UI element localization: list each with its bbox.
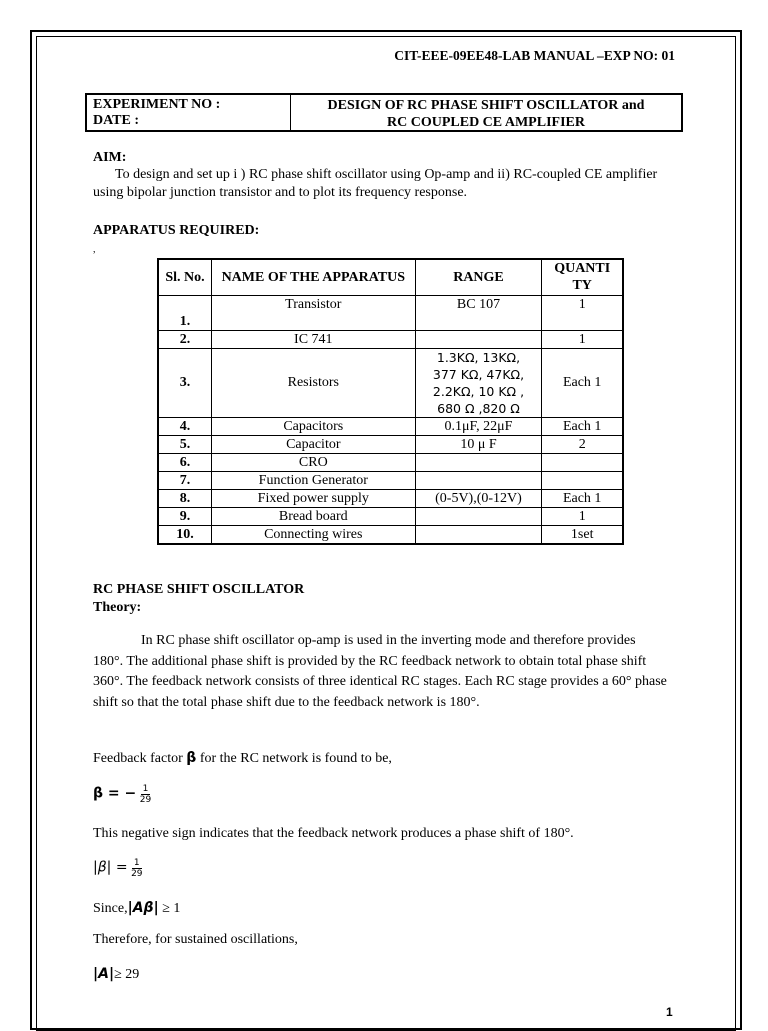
manual-reference: CIT-EEE-09EE48-LAB MANUAL –EXP NO: 01 [394,48,675,63]
since-line: Since,|Aβ| ≥ 1 [93,900,181,916]
experiment-meta [87,95,291,130]
aim-heading: AIM: [93,150,127,165]
table-header-row [158,259,623,295]
date-label: DATE : [93,113,140,128]
header-sl: Sl. No. [158,259,212,295]
table-row: 6. CRO [158,453,623,471]
table-row: 1. Transistor BC 107 1 [158,295,623,330]
section-title: RC PHASE SHIFT OSCILLATOR [93,582,305,597]
apparatus-table [157,258,624,545]
experiment-box [85,93,683,132]
table-row: 9. Bread board 1 [158,507,623,525]
stray-mark: , [93,244,96,255]
table-row: 4. Capacitors 0.1μF, 22μF Each 1 [158,417,623,435]
fraction: $\frac{1}{29}$ [139,784,152,805]
equation-abs-beta: |β| = $\frac{1}{29}$ [93,858,143,879]
experiment-title-line1: DESIGN OF RC PHASE SHIFT OSCILLATOR and [327,98,645,113]
theory-heading: Theory: [93,600,142,615]
experiment-no-label: EXPERIMENT NO : [93,97,221,112]
therefore-line: Therefore, for sustained oscillations, [93,932,298,947]
resistor-values: 1.3KΩ, 13KΩ, 377 KΩ, 47KΩ, 2.2KΩ, 10 KΩ , 680 Ω ,820 Ω [415,348,542,417]
equation-gain: |A|≥ 29 [93,966,140,982]
experiment-title [291,95,681,130]
experiment-title-line2: RC COUPLED CE AMPLIFIER [387,115,585,130]
feedback-factor-line: Feedback factor β for the RC network is found to be, [93,750,392,766]
negative-sign-text: This negative sign indicates that the feedback network produces a phase shift of 180°. [93,826,574,841]
table-row: 10. Connecting wires 1set [158,525,623,544]
header-name: NAME OF THE APPARATUS [212,259,416,295]
header-qty: QUANTI TY [542,259,623,295]
apparatus-heading: APPARATUS REQUIRED: [93,223,260,238]
table-row: 5. Capacitor 10 μ F 2 [158,435,623,453]
aim-text [93,166,668,202]
equation-beta: β = − $\frac{1}{29}$ [93,784,152,805]
theory-paragraph: In RC phase shift oscillator op-amp is used in the inverting mode and therefore provides 180°. The additional phase shift is provided by the RC feedback network to obtain total phase shift 360°. The feedback network consists of three identical RC stages. Each RC stage provides a 60° phase shift so that the total phase shift due to the feedback network is 180°. [93,633,667,710]
header-range: RANGE [415,259,542,295]
table-row: 8. Fixed power supply (0-5V),(0-12V) Each 1 [158,489,623,507]
aim-body: To design and set up i ) RC phase shift oscillator using Op-amp and ii) RC-coupled CE amplifier using bipolar junction transistor and to plot its frequency response. [93,167,658,200]
fraction: $\frac{1}{29}$ [131,858,143,879]
table-row: 3. Resistors 1.3KΩ, 13KΩ, 377 KΩ, 47KΩ, 2.2KΩ, 10 KΩ , 680 Ω ,820 Ω Each 1 [158,348,623,417]
table-row: 2. IC 741 1 [158,330,623,348]
page-number: 1 [666,1005,673,1019]
table-row: 7. Function Generator [158,471,623,489]
